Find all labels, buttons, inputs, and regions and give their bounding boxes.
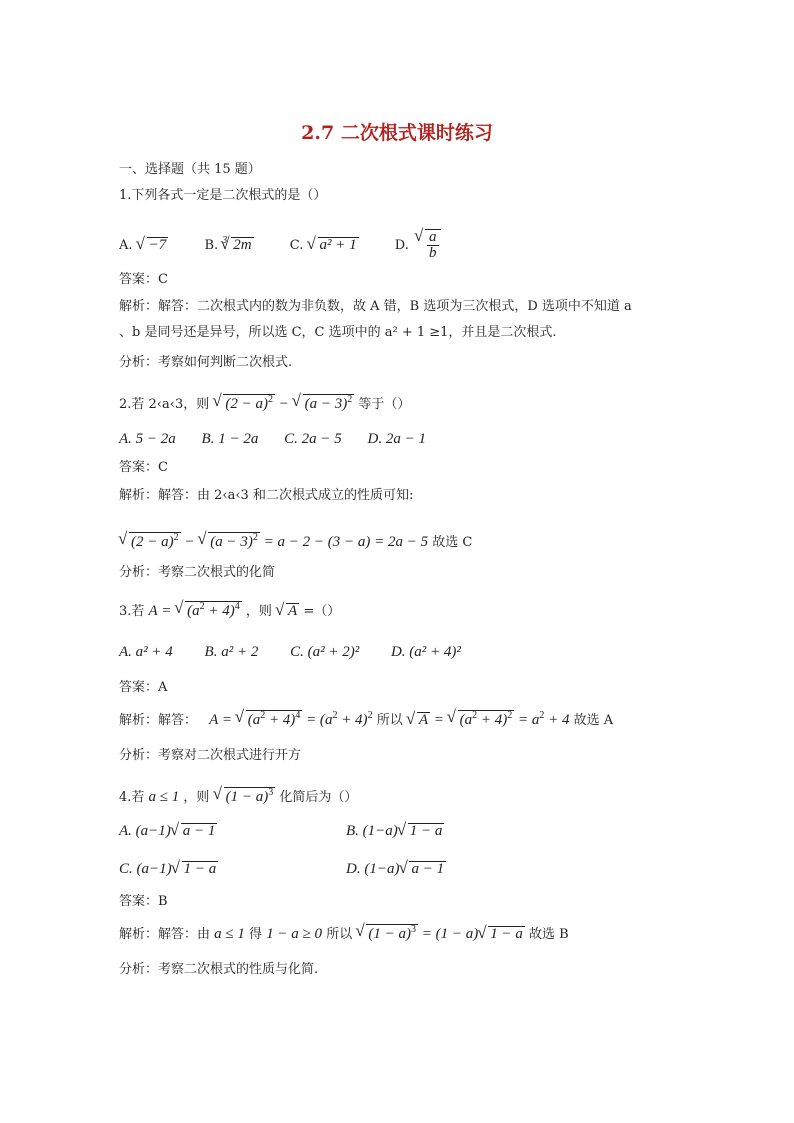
q2-option-c: C. 2a − 5 (284, 431, 342, 447)
q4-option-d-label: D. (1−a) (346, 861, 400, 877)
q2-option-d: D. 2a − 1 (367, 431, 426, 447)
q1-option-b (204, 236, 253, 253)
q4-stem-condition: a ≤ 1 (148, 789, 180, 805)
q4-option-c-radicand: √ 1 − a (182, 861, 219, 877)
q1-option-d-label: D. (394, 237, 409, 253)
q2-options (119, 432, 426, 447)
q2-stem-prefix: 2.若 2‹a‹3，则 (119, 397, 210, 412)
q3-option-b: B. a² + 2 (204, 644, 259, 660)
q4-analysis-condition2: 1 − a ≥ 0 (266, 926, 323, 942)
q1-answer: 答案：C (119, 272, 168, 287)
q2-option-b: B. 1 − 2a (201, 431, 259, 447)
q3-option-d: D. (a² + 4)² (390, 644, 461, 660)
q2-answer: 答案：C (119, 460, 168, 475)
q4-analysis-suffix: 故选 B (528, 927, 569, 942)
q3-option-a: A. a² + 4 (119, 644, 173, 660)
q4-option-a-radicand: √ a − 1 (181, 823, 218, 839)
q4-analysis-mid1: 得 (249, 927, 263, 942)
q3-stem-root: √ A (276, 603, 299, 619)
q4-option-c-label: C. (a−1) (119, 861, 172, 877)
q1-stem: 1.下列各式一定是二次根式的是（） (119, 188, 327, 203)
q3-stem-mid: ，则 (245, 604, 272, 619)
q2-formula-suffix: 故选 C (432, 535, 473, 550)
q1-option-c-math: √ a² + 1 (318, 237, 359, 253)
q4-analysis-condition: a ≤ 1 (214, 926, 245, 942)
q1-option-c-label: C. (289, 237, 304, 253)
q3-options (119, 645, 461, 660)
q2-formula-tail: = a − 2 − (3 − a) = 2a − 5 (263, 534, 429, 550)
q4-option-c (119, 861, 218, 877)
q1-option-a (119, 237, 168, 253)
q4-option-d (346, 861, 446, 877)
q2-analysis: 解析：解答：由 2‹a‹3 和二次根式成立的性质可知: (119, 488, 414, 503)
q1-option-b-label: B. (204, 237, 219, 253)
q1-option-d-denominator: b (429, 245, 437, 261)
q4-answer: 答案：B (119, 894, 168, 909)
q4-stem-prefix: 4.若 (119, 790, 145, 805)
q3-stem-suffix: =（） (303, 604, 341, 619)
q3-stem-prefix: 3.若 (119, 604, 145, 619)
q2-formula: √ $(2 - a)^2$ − √ $(a - 3)^2 = a - 2 - (3 - a) = 2a - 5$ 故选 C (119, 532, 472, 550)
q3-summary: 分析：考察对二次根式进行开方 (119, 748, 302, 763)
q1-analysis-line1: 解析：解答：二次根式内的数为非负数，故 A 错，B 选项为三次根式，D 选项中不知道 a (119, 299, 632, 314)
q2-stem (119, 394, 410, 412)
q4-stem-suffix: 化简后为（） (279, 790, 358, 805)
q4-analysis-prefix: 解析：解答：由 (119, 927, 211, 942)
q4-stem: 4.若 a ≤ 1 ，则 √ $(1 - a)^3$ 化简后为（） (119, 787, 357, 805)
q3-analysis-prefix: 解析：解答： (119, 713, 198, 728)
q4-option-b-radicand: √ 1 − a (408, 823, 445, 839)
q3-analysis-mid: 所以 (376, 713, 403, 728)
q1-options (119, 229, 441, 261)
q4-stem-mid: ，则 (183, 790, 210, 805)
q3-answer: 答案：A (119, 680, 168, 695)
q1-option-a-label: A. (119, 237, 133, 253)
q1-summary: 分析：考察如何判断二次根式. (119, 355, 293, 370)
q1-option-b-index: 3 (222, 234, 228, 246)
q1-analysis-line2: 、b 是同号还是异号，所以选 C，C 选项中的 a² + 1 ≥1，并且是二次根式. (119, 325, 557, 340)
q2-summary: 分析：考察二次根式的化简 (119, 565, 276, 580)
q4-analysis-radicand: √ 1 − a (488, 926, 525, 942)
q2-stem-suffix: 等于（） (358, 397, 411, 412)
q4-analysis-tail: = (1 − a) (421, 926, 479, 942)
q1-option-c (290, 237, 359, 253)
q4-analysis-mid2: 所以 (326, 927, 353, 942)
q1-option-a-math: √ −7 (147, 237, 169, 253)
q4-option-a (119, 823, 217, 839)
q2-stem-expression: √ $(2 - a)^2$ − √ $(a - 3)^2$ (213, 396, 354, 412)
q4-option-b-label: B. (1−a) (346, 823, 398, 839)
q1-option-b-math: √ 2m (231, 237, 253, 253)
q3-stem (119, 601, 340, 619)
q4-analysis: 解析：解答：由 a ≤ 1 得 1 − a ≥ 0 所以 √ $(1 - a)^3 = (1 - a)√$ 1 − a 故选 B (119, 924, 569, 942)
q3-analysis-suffix: 故选 A (573, 713, 614, 728)
q1-option-d (395, 229, 441, 261)
q4-option-a-label: A. (a−1) (119, 823, 171, 839)
q4-summary: 分析：考察二次根式的性质与化简. (119, 962, 319, 977)
q2-option-a: A. 5 − 2a (119, 431, 176, 447)
q3-stem-expression: A = √ $(a^2 + 4)^4$ (149, 603, 242, 619)
q3-analysis: 解析：解答： A = √ $(a^2 + 4)^4 = (a^2 + 4)^2$ 所以 √ A = √ $(a^2 + 4)^2 = a^2 + 4$ 故选 A (119, 710, 613, 728)
section-heading: 一、选择题（共 15 题） (119, 162, 261, 177)
q4-option-b (346, 823, 444, 839)
q3-option-c: C. (a² + 2)² (290, 644, 360, 660)
q1-option-d-numerator: √ a (429, 229, 437, 245)
q4-option-d-radicand: √ a − 1 (409, 861, 446, 877)
page-title: 2.7 二次根式课时练习 (301, 122, 493, 144)
